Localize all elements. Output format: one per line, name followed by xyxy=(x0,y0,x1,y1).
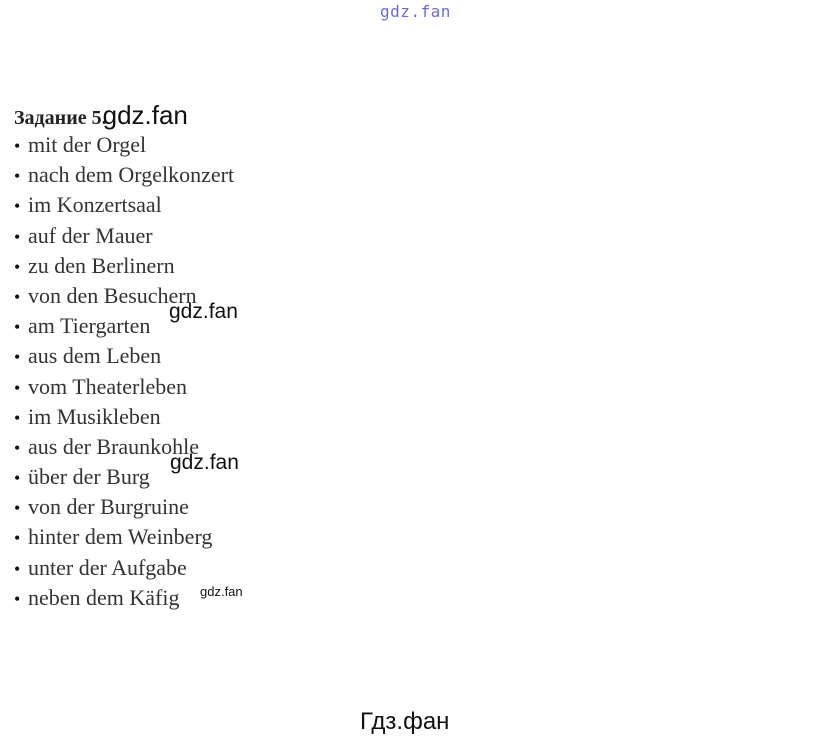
task-heading xyxy=(14,100,192,131)
answer-text: zu den Berlinern xyxy=(28,252,175,278)
bullet-icon: • xyxy=(14,196,21,217)
list-item xyxy=(14,402,234,432)
answer-text: über der Burg xyxy=(28,464,150,490)
answer-text: vom Theaterleben xyxy=(28,373,188,399)
list-item xyxy=(14,583,243,613)
answer-text: hinter dem Weinberg xyxy=(28,524,213,550)
answer-text: aus der Braunkohle xyxy=(28,433,200,459)
answer-text: von den Besuchern xyxy=(28,282,197,308)
bullet-icon: • xyxy=(14,407,21,428)
task-title: Задание 5. xyxy=(14,107,107,129)
answer-text: mit der Orgel xyxy=(28,132,147,157)
answer-text: im Konzertsaal xyxy=(28,192,162,218)
answer-list xyxy=(14,130,243,613)
bullet-icon: • xyxy=(14,347,21,368)
bullet-icon: • xyxy=(14,226,21,247)
answer-text: nach dem Orgelkonzert xyxy=(28,162,235,188)
bullet-icon: • xyxy=(14,528,21,549)
heading-watermark: gdz.fan xyxy=(102,100,188,130)
list-item xyxy=(14,130,234,160)
bullet-icon: • xyxy=(14,286,21,307)
bullet-icon: • xyxy=(14,498,21,519)
list-item xyxy=(14,190,234,220)
bullet-icon: • xyxy=(14,166,21,187)
small-watermark: gdz.fan xyxy=(200,583,243,599)
list-item xyxy=(14,522,234,552)
answer-text: neben dem Käfig xyxy=(28,584,180,610)
bullet-icon: • xyxy=(14,437,21,458)
answer-text: von der Burgruine xyxy=(28,494,189,520)
bullet-icon: • xyxy=(14,468,21,489)
answer-text: unter der Aufgabe xyxy=(28,554,187,580)
list-item xyxy=(14,221,234,251)
bullet-icon: • xyxy=(14,558,21,579)
answer-text: auf der Mauer xyxy=(28,222,153,248)
bullet-icon: • xyxy=(14,588,21,609)
answer-text: am Tiergarten xyxy=(28,313,151,339)
bullet-icon: • xyxy=(14,317,21,338)
answer-text: im Musikleben xyxy=(28,403,161,429)
list-item xyxy=(14,160,234,190)
bottom-watermark: Гдз.фан xyxy=(360,708,450,735)
lower-watermark: gdz.fan xyxy=(170,451,239,475)
middle-watermark: gdz.fan xyxy=(169,300,238,324)
bullet-icon: • xyxy=(14,256,21,277)
list-item xyxy=(14,251,234,281)
answer-text: aus dem Leben xyxy=(28,343,162,369)
list-item xyxy=(14,341,234,371)
list-item xyxy=(14,492,234,522)
bullet-icon: • xyxy=(14,377,21,398)
list-item xyxy=(14,451,239,492)
list-item xyxy=(14,372,234,402)
bullet-icon: • xyxy=(14,136,21,156)
top-watermark: gdz.fan xyxy=(380,2,451,21)
list-item xyxy=(14,300,238,341)
